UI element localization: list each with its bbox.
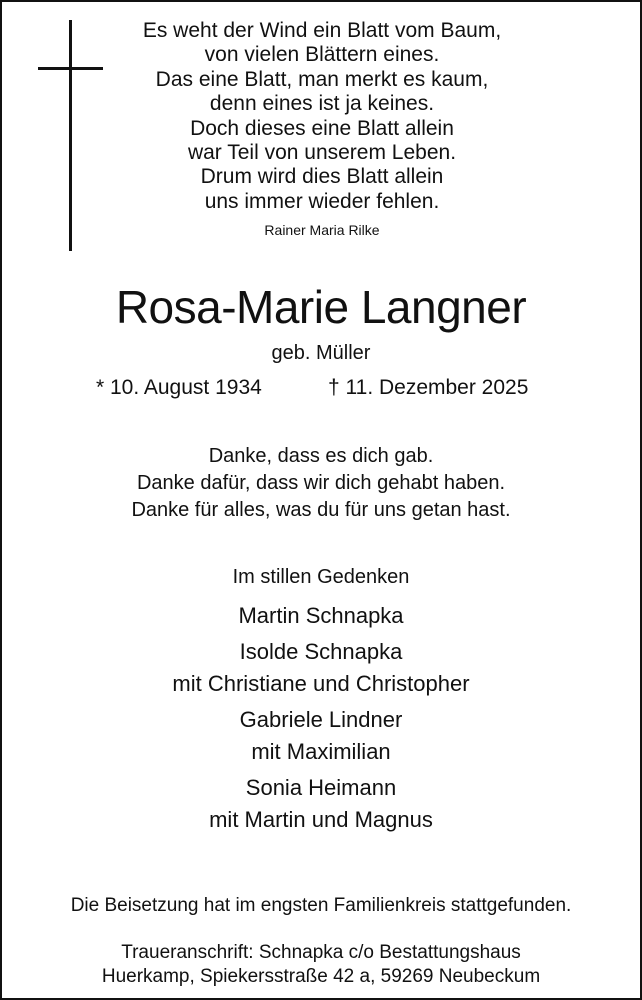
birth-date: * 10. August 1934 bbox=[96, 376, 262, 399]
family-member: Gabriele Lindner bbox=[239, 706, 403, 732]
family-member-relatives: mit Christiane und Christopher bbox=[172, 671, 470, 696]
family-member: Martin Schnapka bbox=[238, 603, 404, 628]
poem bbox=[92, 19, 552, 214]
address-line: Traueranschrift: Schnapka c/o Bestattungshaus bbox=[121, 942, 521, 963]
poem-line: Doch dieses eine Blatt allein bbox=[190, 116, 454, 140]
family-list bbox=[2, 600, 640, 837]
poem-line: Das eine Blatt, man merkt es kaum, bbox=[155, 67, 489, 91]
poem-line: denn eines ist ja keines. bbox=[209, 92, 435, 116]
family-member-relatives: mit Maximilian bbox=[251, 739, 391, 764]
poem-author: Rainer Maria Rilke bbox=[264, 222, 380, 238]
family-member: Isolde Schnapka bbox=[239, 638, 403, 664]
poem-line: von vielen Blättern eines. bbox=[204, 43, 440, 67]
family-member-relatives: mit Martin und Magnus bbox=[209, 807, 433, 832]
deceased-name: Rosa-Marie Langner bbox=[115, 281, 527, 333]
memorial-heading: Im stillen Gedenken bbox=[232, 566, 410, 588]
thanks-line: Danke, dass es dich gab. bbox=[208, 445, 434, 467]
thanks-line: Danke für alles, was du für uns getan hast. bbox=[131, 499, 511, 521]
poem-line: uns immer wieder fehlen. bbox=[204, 189, 440, 213]
poem-line: war Teil von unserem Leben. bbox=[187, 141, 457, 165]
address-line: Huerkamp, Spiekersstraße 42 a, 59269 Neubeckum bbox=[101, 966, 541, 987]
mourning-address bbox=[2, 941, 640, 989]
poem-line: Drum wird dies Blatt allein bbox=[200, 165, 444, 189]
poem-line: Es weht der Wind ein Blatt vom Baum, bbox=[142, 19, 502, 42]
thanks-text bbox=[2, 443, 640, 524]
family-member: Sonia Heimann bbox=[245, 774, 397, 800]
cross-vertical-bar bbox=[69, 20, 72, 251]
birth-name: geb. Müller bbox=[271, 342, 371, 364]
funeral-note: Die Beisetzung hat im engsten Familienkreis stattgefunden. bbox=[70, 895, 572, 916]
death-date: † 11. Dezember 2025 bbox=[328, 376, 529, 399]
thanks-line: Danke dafür, dass wir dich gehabt haben. bbox=[136, 472, 506, 494]
